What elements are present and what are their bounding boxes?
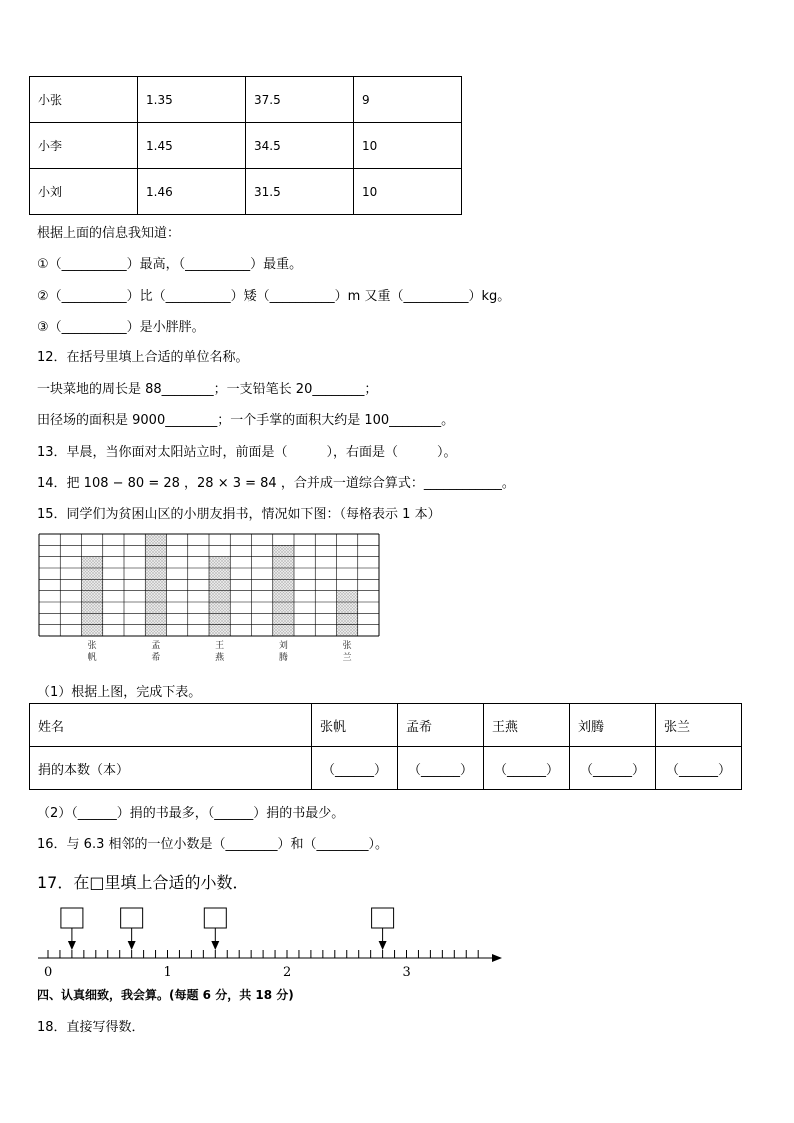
table-header-cell: 王燕 [484,704,570,747]
answer-blank[interactable]: （______） [484,747,570,790]
category-label: 王 燕 [215,641,225,663]
q12-title: 12．在括号里填上合适的单位名称。 [37,350,249,365]
answer-box[interactable] [204,908,226,950]
answer-blank[interactable]: （______） [656,747,742,790]
category-label: 刘 腾 [278,641,288,663]
table-header-cell: 张兰 [656,704,742,747]
category-label: 张 帆 [87,641,97,663]
section4-title: 四、认真细致，我会算。(每题 6 分，共 18 分) [37,988,294,1002]
table-cell: 10 [354,169,462,215]
table-row [30,77,462,123]
table-header-cell: 刘腾 [570,704,656,747]
number-line-label: 3 [402,965,411,980]
table-cell: 1.35 [138,77,246,123]
answer-box[interactable] [121,908,143,950]
table-cell: 10 [354,123,462,169]
q18-text: 18．直接写得数． [37,1020,145,1035]
table-header-cell: 姓名 [30,704,312,747]
q11-intro: 根据上面的信息我知道： [37,226,181,241]
q11-line3: ③（__________）是小胖胖。 [37,320,205,335]
table-cell: 37.5 [246,77,354,123]
q12-line2: 田径场的面积是 9000________；一个手掌的面积大约是 100________。 [37,413,455,428]
q11-line1: ①（__________）最高，（__________）最重。 [37,257,303,272]
answer-blank[interactable]: （______） [570,747,656,790]
table-row [30,123,462,169]
table-cell: 1.45 [138,123,246,169]
category-label: 张 兰 [342,641,352,663]
q13-text: 13．早晨，当你面对太阳站立时，前面是（ ），右面是（ ）。 [37,445,457,460]
q17-title: 17．在□里填上合适的小数． [37,873,249,892]
number-line [30,900,510,980]
answer-blank[interactable]: （______） [398,747,484,790]
category-label: 孟 希 [151,641,161,663]
table-row [30,169,462,215]
bar-张帆 [82,557,103,636]
q15-sub1: （1）根据上图，完成下表。 [37,685,202,700]
table-row-label: 捐的本数（本） [30,747,312,790]
table-cell: 小张 [30,77,138,123]
answer-box[interactable] [372,908,394,950]
table-cell: 1.46 [138,169,246,215]
q12-line1: 一块菜地的周长是 88________；一支铅笔长 20________； [37,382,378,397]
bar-王燕 [209,557,230,636]
q15-title: 15．同学们为贫困山区的小朋友捐书，情况如下图：（每格表示 1 本） [37,507,441,522]
table-cell: 小李 [30,123,138,169]
number-line-label: 1 [163,965,172,980]
donation-bar-chart [38,533,380,637]
table-row [30,704,742,747]
table-row [30,747,742,790]
answer-blank[interactable]: （______） [312,747,398,790]
arrow-icon [492,954,502,962]
donation-table [29,703,742,790]
table-header-cell: 张帆 [312,704,398,747]
number-line-label: 0 [44,965,53,980]
q11-line2: ②（__________）比（__________）矮（__________）m 又重（__________）kg。 [37,289,511,304]
table-cell: 34.5 [246,123,354,169]
q16-text: 16．与 6.3 相邻的一位小数是（________）和（________）。 [37,837,388,852]
table-cell: 小刘 [30,169,138,215]
table-header-cell: 孟希 [398,704,484,747]
q14-text: 14．把 108 − 80 = 28 ，28 × 3 = 84 ，合并成一道综合算式：____________。 [37,476,515,491]
student-data-table [29,76,462,215]
table-cell: 31.5 [246,169,354,215]
bar-孟希 [145,534,166,636]
table-cell: 9 [354,77,462,123]
number-line-label: 2 [283,965,292,980]
q15-sub2: （2）（______）捐的书最多，（______）捐的书最少。 [37,806,345,821]
answer-box[interactable] [61,908,83,950]
